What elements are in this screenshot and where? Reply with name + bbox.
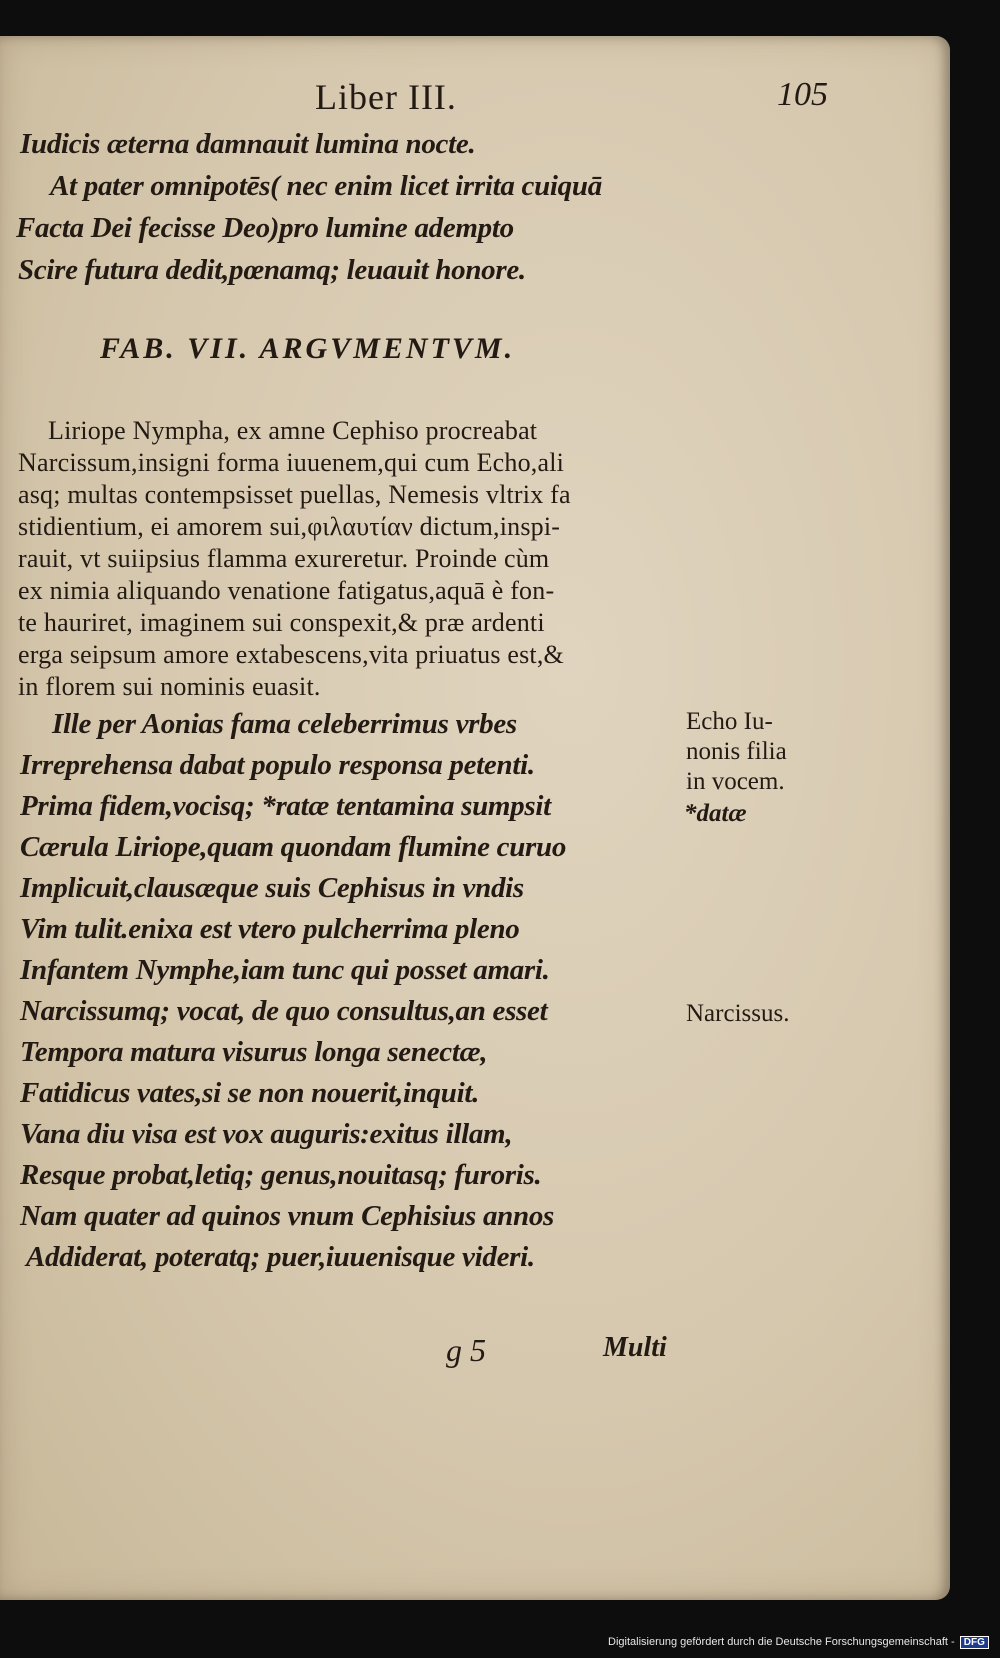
verse-line: Fatidicus vates,si se non nouerit,inquit. xyxy=(20,1077,480,1109)
argument-line: te hauriret, imaginem sui conspexit,& præ ardenti xyxy=(18,608,545,637)
verse-line: Nam quater ad quinos vnum Cephisius annos xyxy=(20,1200,555,1232)
verse-line: Iudicis æterna damnauit lumina nocte. xyxy=(20,128,476,160)
verse-line: Addiderat, poteratq; puer,iuuenisque videri. xyxy=(26,1241,535,1273)
verse-line: Infantem Nymphe,iam tunc qui posset amari. xyxy=(20,954,550,986)
verse-line: Implicuit,clausæque suis Cephisus in vndis xyxy=(20,872,524,904)
verse-line: Cærula Liriope,quam quondam flumine curuo xyxy=(20,831,567,863)
running-header: Liber III. xyxy=(315,77,457,117)
verse-line: Scire futura dedit,pœnamq; leuauit honore. xyxy=(18,254,526,286)
argument-line: asq; multas contempsisset puellas, Nemesis vltrix fa xyxy=(18,480,571,509)
argument-line: in florem sui nominis euasit. xyxy=(18,672,321,701)
verse-line: At pater omnipotēs( nec enim licet irrita cuiquā xyxy=(50,170,602,202)
verse-line: Resque probat,letiq; genus,nouitasq; furoris. xyxy=(20,1159,542,1191)
verse-line: Narcissumq; vocat, de quo consultus,an esset xyxy=(20,995,548,1027)
verse-line: Ille per Aonias fama celeberrimus vrbes xyxy=(52,708,517,740)
signature-mark: g 5 xyxy=(446,1332,486,1368)
dfg-logo: DFG xyxy=(960,1636,989,1649)
fable-heading: FAB. VII. ARGVMENTVM. xyxy=(100,332,516,365)
margin-note: *datæ xyxy=(684,800,747,827)
argument-line: erga seipsum amore extabescens,vita priuatus est,& xyxy=(18,640,564,669)
margin-note: nonis filia xyxy=(686,738,787,765)
margin-note: in vocem. xyxy=(686,768,785,795)
argument-line: stidientium, ei amorem sui,φιλαυτίαν dictum,inspi- xyxy=(18,512,561,541)
margin-note: Echo Iu- xyxy=(686,708,773,735)
argument-line: Liriope Nympha, ex amne Cephiso procreabat xyxy=(48,416,538,445)
verse-line: Facta Dei fecisse Deo)pro lumine adempto xyxy=(16,212,514,244)
page-number: 105 xyxy=(777,76,828,113)
argument-line: ex nimia aliquando venatione fatigatus,aquā è fon- xyxy=(18,576,555,605)
verse-line: Tempora matura visurus longa senectæ, xyxy=(20,1036,488,1068)
book-page xyxy=(0,36,950,1600)
argument-line: Narcissum,insigni forma iuuenem,qui cum Echo,ali xyxy=(18,448,565,477)
verse-line: Prima fidem,vocisq; *ratæ tentamina sumpsit xyxy=(20,790,551,822)
catchword: Multi xyxy=(603,1332,667,1363)
verse-line: Irreprehensa dabat populo responsa petenti. xyxy=(20,749,535,781)
verse-line: Vana diu visa est vox auguris:exitus illam, xyxy=(20,1118,513,1150)
argument-line: rauit, vt suiipsius flamma exureretur. Proinde cùm xyxy=(18,544,550,573)
verse-line: Vim tulit.enixa est vtero pulcherrima pleno xyxy=(20,913,520,945)
margin-note: Narcissus. xyxy=(686,1000,790,1027)
credit-text: Digitalisierung gefördert durch die Deutsche Forschungsgemeinschaft - xyxy=(608,1636,955,1648)
digitization-credit xyxy=(608,1636,989,1649)
